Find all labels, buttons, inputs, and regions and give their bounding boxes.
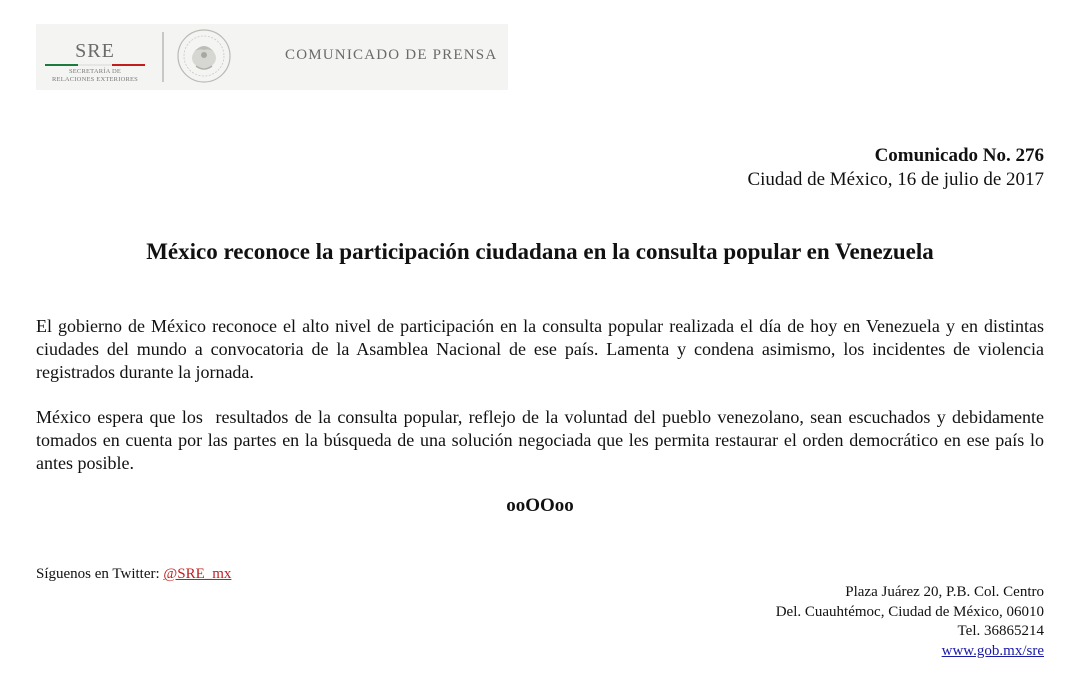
release-meta (747, 144, 1044, 192)
twitter-line (36, 565, 231, 584)
contact-address (776, 583, 1044, 661)
sre-logo-acronym: SRE (75, 40, 115, 62)
sre-logo (42, 40, 148, 86)
body-paragraph-1: El gobierno de México reconoce el alto nivel de participación en la consulta popular realizada el día de hoy en Venezuela y en distintas ciudades del mundo a convocatoria de la Asamblea Nacional de ese país. Lamenta y condena asimismo, los incidentes de violencia registrados durante la jornada. (36, 316, 1044, 382)
phone-number: Tel. 36865214 (957, 623, 1044, 639)
sre-logo-line1: SECRETARÍA DE (68, 68, 122, 75)
headline: México reconoce la participación ciudadana en la consulta popular en Venezuela (146, 239, 934, 264)
release-number: Comunicado No. 276 (874, 145, 1044, 166)
header-divider (162, 32, 164, 82)
twitter-label: Síguenos en Twitter: (36, 566, 164, 582)
body-paragraph-2: México espera que los resultados de la consulta popular, reflejo de la voluntad del pueblo venezolano, sean escuchados y debidamente tomados en cuenta por las partes en la búsqueda de una solución negociada que les permita restaurar el orden democrático en ese país lo antes posible. (36, 407, 1049, 473)
coat-of-arms-seal-icon (176, 28, 232, 84)
address-line-2: Del. Cuauhtémoc, Ciudad de México, 06010 (775, 603, 1044, 620)
press-release-title: COMUNICADO DE PRENSA (285, 47, 498, 63)
website-link[interactable]: www.gob.mx/sre (941, 642, 1044, 659)
twitter-handle-link[interactable]: @SRE_mx (163, 566, 232, 582)
place-date: Ciudad de México, 16 de julio de 2017 (747, 169, 1044, 190)
address-line-1: Plaza Juárez 20, P.B. Col. Centro (845, 584, 1044, 600)
flag-stripe (45, 64, 145, 66)
closing-mark: ooOOoo (506, 495, 574, 516)
sre-logo-line2: RELACIONES EXTERIORES (52, 76, 138, 83)
